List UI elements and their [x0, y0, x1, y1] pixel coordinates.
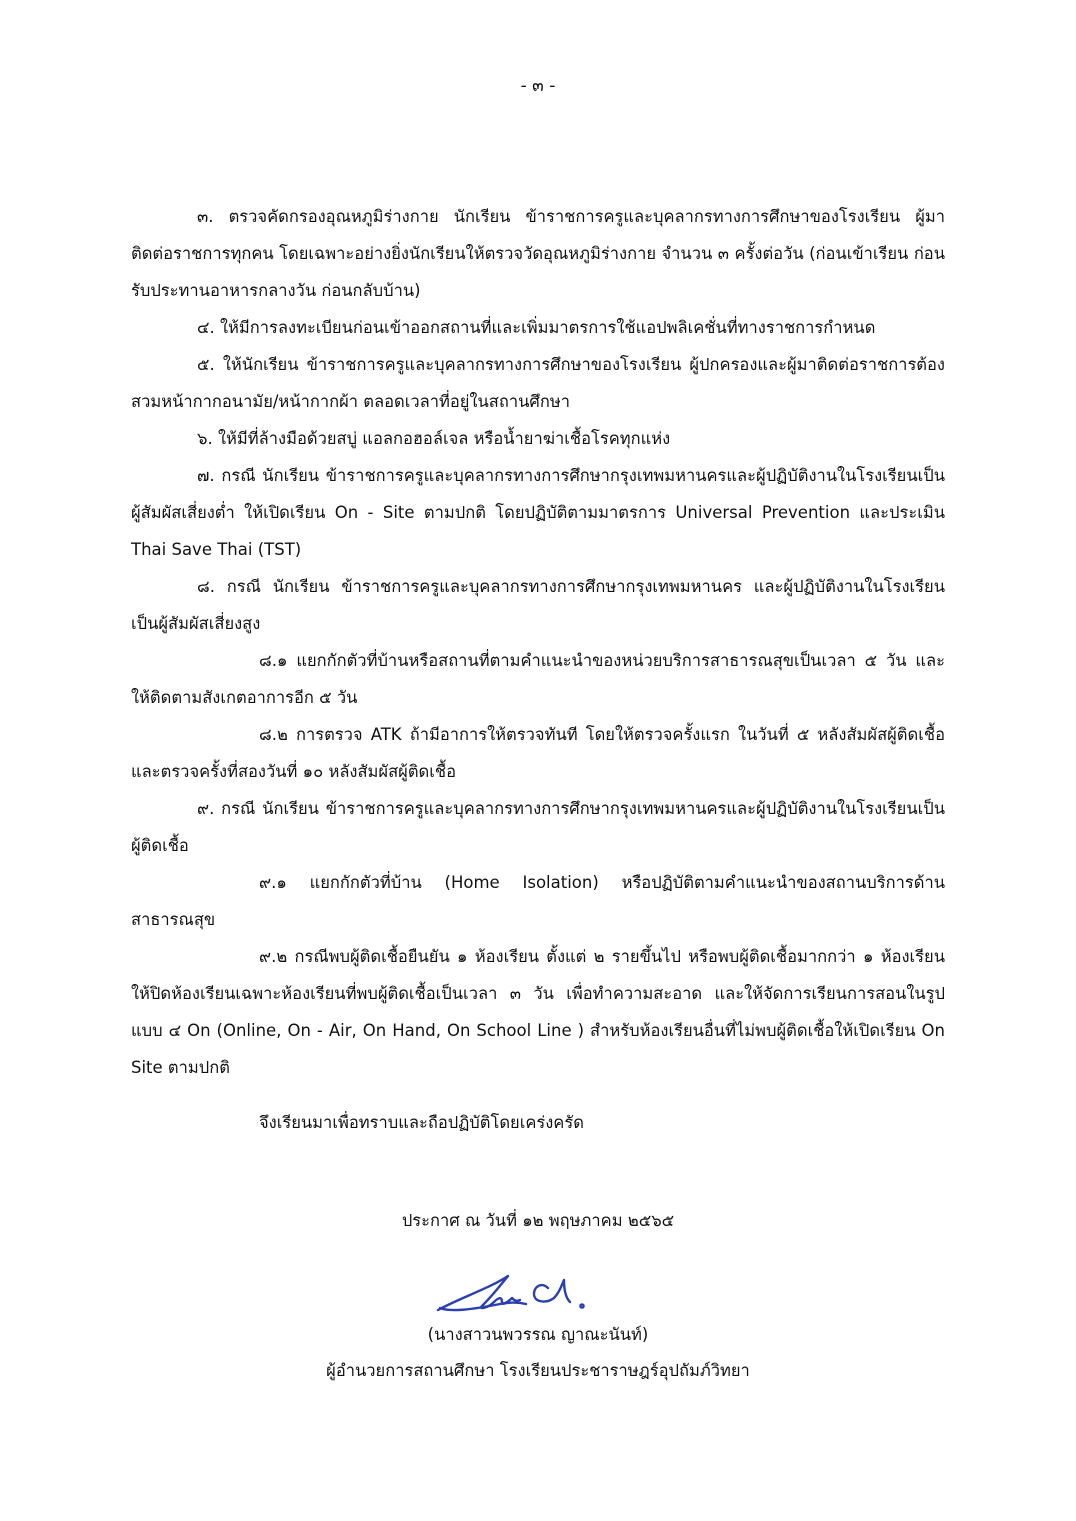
document-body — [131, 198, 945, 1141]
paragraph-item-8: ๘. กรณี นักเรียน ข้าราชการครูและบุคลากรทางการศึกษากรุงเทพมหานคร และผู้ปฏิบัติงานในโรงเรียนเป็นผู้สัมผัสเสี่ยงสูง — [131, 577, 945, 633]
signer-name: (นางสาวนพวรรณ ญาณะนันท์) — [427, 1325, 649, 1344]
paragraph-item-8-1: ๘.๑ แยกกักตัวที่บ้านหรือสถานที่ตามคำแนะนำของหน่วยบริการสาธารณสุขเป็นเวลา ๕ วัน และให้ติดตามสังเกตอาการอีก ๕ วัน — [131, 651, 945, 707]
page-number: - ๓ - — [520, 76, 556, 96]
paragraph-item-9-2: ๙.๒ กรณีพบผู้ติดเชื้อยืนยัน ๑ ห้องเรียน ตั้งแต่ ๒ รายขึ้นไป หรือพบผู้ติดเชื้อมากกว่า ๑ ห้องเรียน ให้ปิดห้องเรียนเฉพาะห้องเรียนที่พบผู้ติดเชื้อเป็นเวลา ๓ วัน เพื่อทำความสะอาด และให้จัดการเรียนการสอนในรูปแบบ ๔ On (Online, On - Air, On Hand, On School Line ) สำหรับห้องเรียนอื่นที่ไม่พบผู้ติดเชื้อให้เปิดเรียน On Site ตามปกติ — [131, 947, 945, 1077]
paragraph-item-7: ๗. กรณี นักเรียน ข้าราชการครูและบุคลากรทางการศึกษากรุงเทพมหานครและผู้ปฏิบัติงานในโรงเรียนเป็นผู้สัมผัสเสี่ยงต่ำ ให้เปิดเรียน On - Site ตามปกติ โดยปฏิบัติตามมาตรการ Universal Prevention และประเมิน Thai Save Thai (TST) — [131, 466, 945, 559]
announcement-date: ประกาศ ณ วันที่ ๑๒ พฤษภาคม ๒๕๖๕ — [401, 1211, 675, 1230]
paragraph-item-6: ๖. ให้มีที่ล้างมือด้วยสบู่ แอลกอฮอล์เจล หรือน้ำยาฆ่าเชื้อโรคทุกแห่ง — [197, 429, 671, 448]
paragraph-item-4: ๔. ให้มีการลงทะเบียนก่อนเข้าออกสถานที่และเพิ่มมาตรการใช้แอปพลิเคชั่นที่ทางราชการกำหนด — [197, 318, 876, 337]
paragraph-item-9-1: ๙.๑ แยกกักตัวที่บ้าน (Home Isolation) หรือปฏิบัติตามคำแนะนำของสถานบริการด้านสาธารณสุข — [131, 873, 945, 929]
closing-statement: จึงเรียนมาเพื่อทราบและถือปฏิบัติโดยเคร่งครัด — [259, 1113, 584, 1132]
paragraph-item-3: ๓. ตรวจคัดกรองอุณหภูมิร่างกาย นักเรียน ข้าราชการครูและบุคลากรทางการศึกษาของโรงเรียน ผู้มาติดต่อราชการทุกคน โดยเฉพาะอย่างยิ่งนักเรียนให้ตรวจวัดอุณหภูมิร่างกาย จำนวน ๓ ครั้งต่อวัน (ก่อนเข้าเรียน ก่อนรับประทานอาหารกลางวัน ก่อนกลับบ้าน) — [131, 207, 945, 300]
signature-image — [430, 1262, 620, 1322]
paragraph-item-9: ๙. กรณี นักเรียน ข้าราชการครูและบุคลากรทางการศึกษากรุงเทพมหานครและผู้ปฏิบัติงานในโรงเรียนเป็นผู้ติดเชื้อ — [131, 799, 945, 855]
paragraph-item-5: ๕. ให้นักเรียน ข้าราชการครูและบุคลากรทางการศึกษาของโรงเรียน ผู้ปกครองและผู้มาติดต่อราชการต้องสวมหน้ากากอนามัย/หน้ากากผ้า ตลอดเวลาที่อยู่ในสถานศึกษา — [131, 355, 945, 411]
paragraph-item-8-2: ๘.๒ การตรวจ ATK ถ้ามีอาการให้ตรวจทันที โดยให้ตรวจครั้งแรก ในวันที่ ๕ หลังสัมผัสผู้ติดเชื้อ และตรวจครั้งที่สองวันที่ ๑๐ หลังสัมผัสผู้ติดเชื้อ — [131, 725, 945, 781]
signer-title: ผู้อำนวยการสถานศึกษา โรงเรียนประชาราษฎร์อุปถัมภ์วิทยา — [326, 1361, 750, 1380]
